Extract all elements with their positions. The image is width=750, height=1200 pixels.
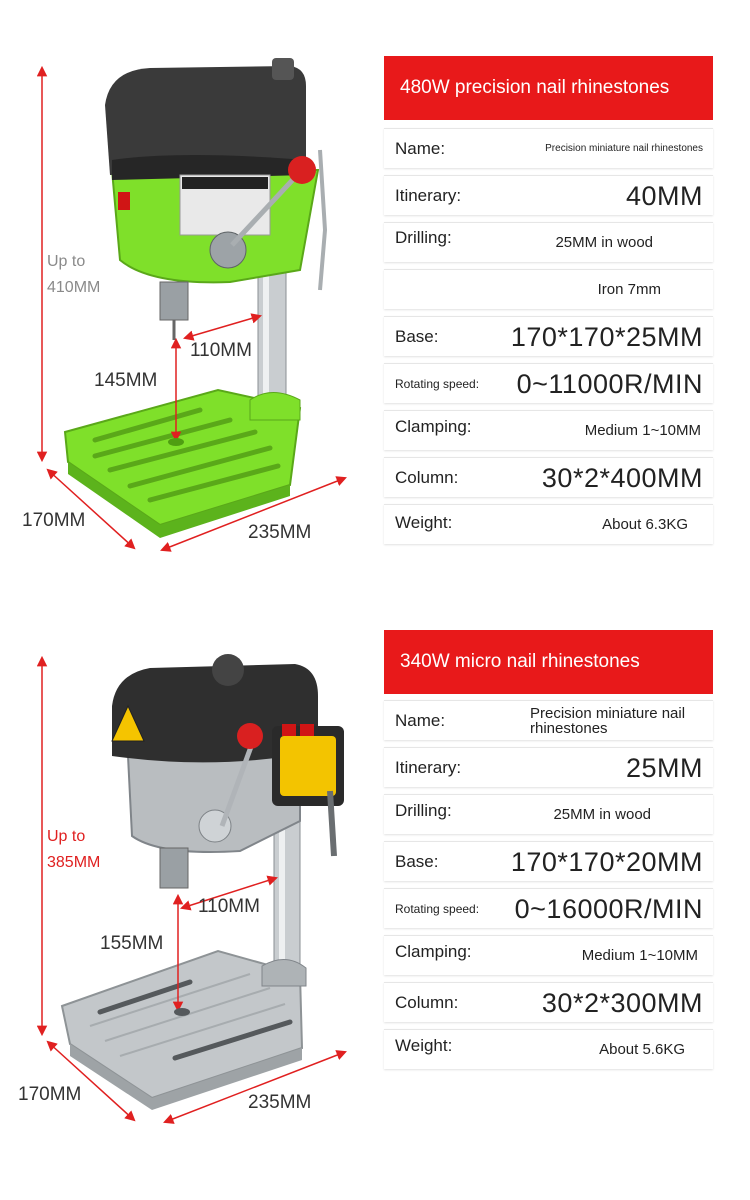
height-label-line2: 385MM — [47, 854, 101, 871]
spec-value: Medium 1~10MM — [584, 422, 701, 439]
spec-value: 25MM in wood — [553, 806, 651, 823]
spec-value: Precision miniature nail rhinestones — [530, 705, 686, 737]
spec-row-itinerary — [384, 175, 713, 215]
spindle-height-dimension: 145MM — [94, 370, 158, 391]
spec-label: Column: — [395, 468, 459, 487]
spec-value: Medium 1~10MM — [581, 947, 698, 964]
spec-value: 25MM in wood — [555, 234, 653, 251]
spec-label: Base: — [395, 327, 439, 346]
spec-row-weight — [384, 504, 713, 544]
spec-row-drilling — [384, 222, 713, 262]
spec-label: Rotating speed: — [395, 902, 480, 916]
spec-label: Weight: — [395, 513, 453, 532]
spec-row-rotating-speed — [384, 363, 713, 403]
spec-row-column — [384, 457, 713, 497]
spec-row-column — [384, 982, 713, 1022]
height-label-line2: 410MM — [47, 279, 101, 296]
spec-label: Name: — [395, 711, 446, 730]
spec-value: 30*2*300MM — [541, 988, 703, 1018]
spec-value: 30*2*400MM — [541, 463, 703, 493]
depth-dimension: 170MM — [18, 1084, 82, 1105]
height-label-line1: Up to — [47, 828, 86, 845]
spec-table-340w — [384, 630, 713, 1069]
spec-value: Precision miniature nail rhinestones — [545, 143, 703, 154]
spec-row-rotating-speed — [384, 888, 713, 928]
spec-value: 40MM — [625, 181, 703, 211]
width-dimension: 235MM — [248, 1092, 312, 1113]
spec-row-clamping — [384, 410, 713, 450]
spec-row-drilling-iron — [384, 269, 713, 309]
spec-label: Column: — [395, 993, 459, 1012]
throat-dimension: 110MM — [190, 340, 252, 361]
spec-row-weight — [384, 1029, 713, 1069]
spec-value: Iron 7mm — [597, 281, 661, 298]
spec-row-base — [384, 841, 713, 881]
spec-value: 0~16000R/MIN — [514, 894, 703, 924]
spec-value: 170*170*20MM — [510, 847, 703, 877]
product-panel-340w — [0, 576, 750, 1176]
spec-label: Base: — [395, 852, 439, 871]
spec-label: Name: — [395, 139, 446, 158]
spec-value: About 5.6KG — [599, 1041, 685, 1058]
spec-value: 170*170*25MM — [510, 322, 703, 352]
spindle-height-dimension: 155MM — [100, 933, 164, 954]
spec-value: About 6.3KG — [602, 516, 688, 533]
spec-label: Itinerary: — [395, 758, 462, 777]
spec-row-drilling — [384, 794, 713, 834]
spec-label: Drilling: — [395, 228, 452, 247]
spec-label: Clamping: — [395, 942, 472, 961]
spec-value: 0~11000R/MIN — [516, 369, 703, 399]
spec-value: 25MM — [625, 753, 703, 783]
spec-header: 340W micro nail rhinestones — [384, 630, 713, 694]
spec-table-480w — [384, 56, 713, 544]
spec-row-name — [384, 700, 713, 740]
depth-dimension: 170MM — [22, 510, 86, 531]
spec-label: Itinerary: — [395, 186, 462, 205]
spec-row-name — [384, 128, 713, 168]
width-dimension: 235MM — [248, 522, 312, 543]
spec-label: Weight: — [395, 1036, 453, 1055]
throat-dimension: 110MM — [198, 896, 260, 917]
spec-row-base — [384, 316, 713, 356]
spec-label: Clamping: — [395, 417, 472, 436]
spec-label: Drilling: — [395, 801, 452, 820]
spec-label: Rotating speed: — [395, 377, 480, 391]
spec-row-clamping — [384, 935, 713, 975]
height-label-line1: Up to — [47, 253, 86, 270]
spec-header: 480W precision nail rhinestones — [384, 56, 713, 120]
spec-row-itinerary — [384, 747, 713, 787]
